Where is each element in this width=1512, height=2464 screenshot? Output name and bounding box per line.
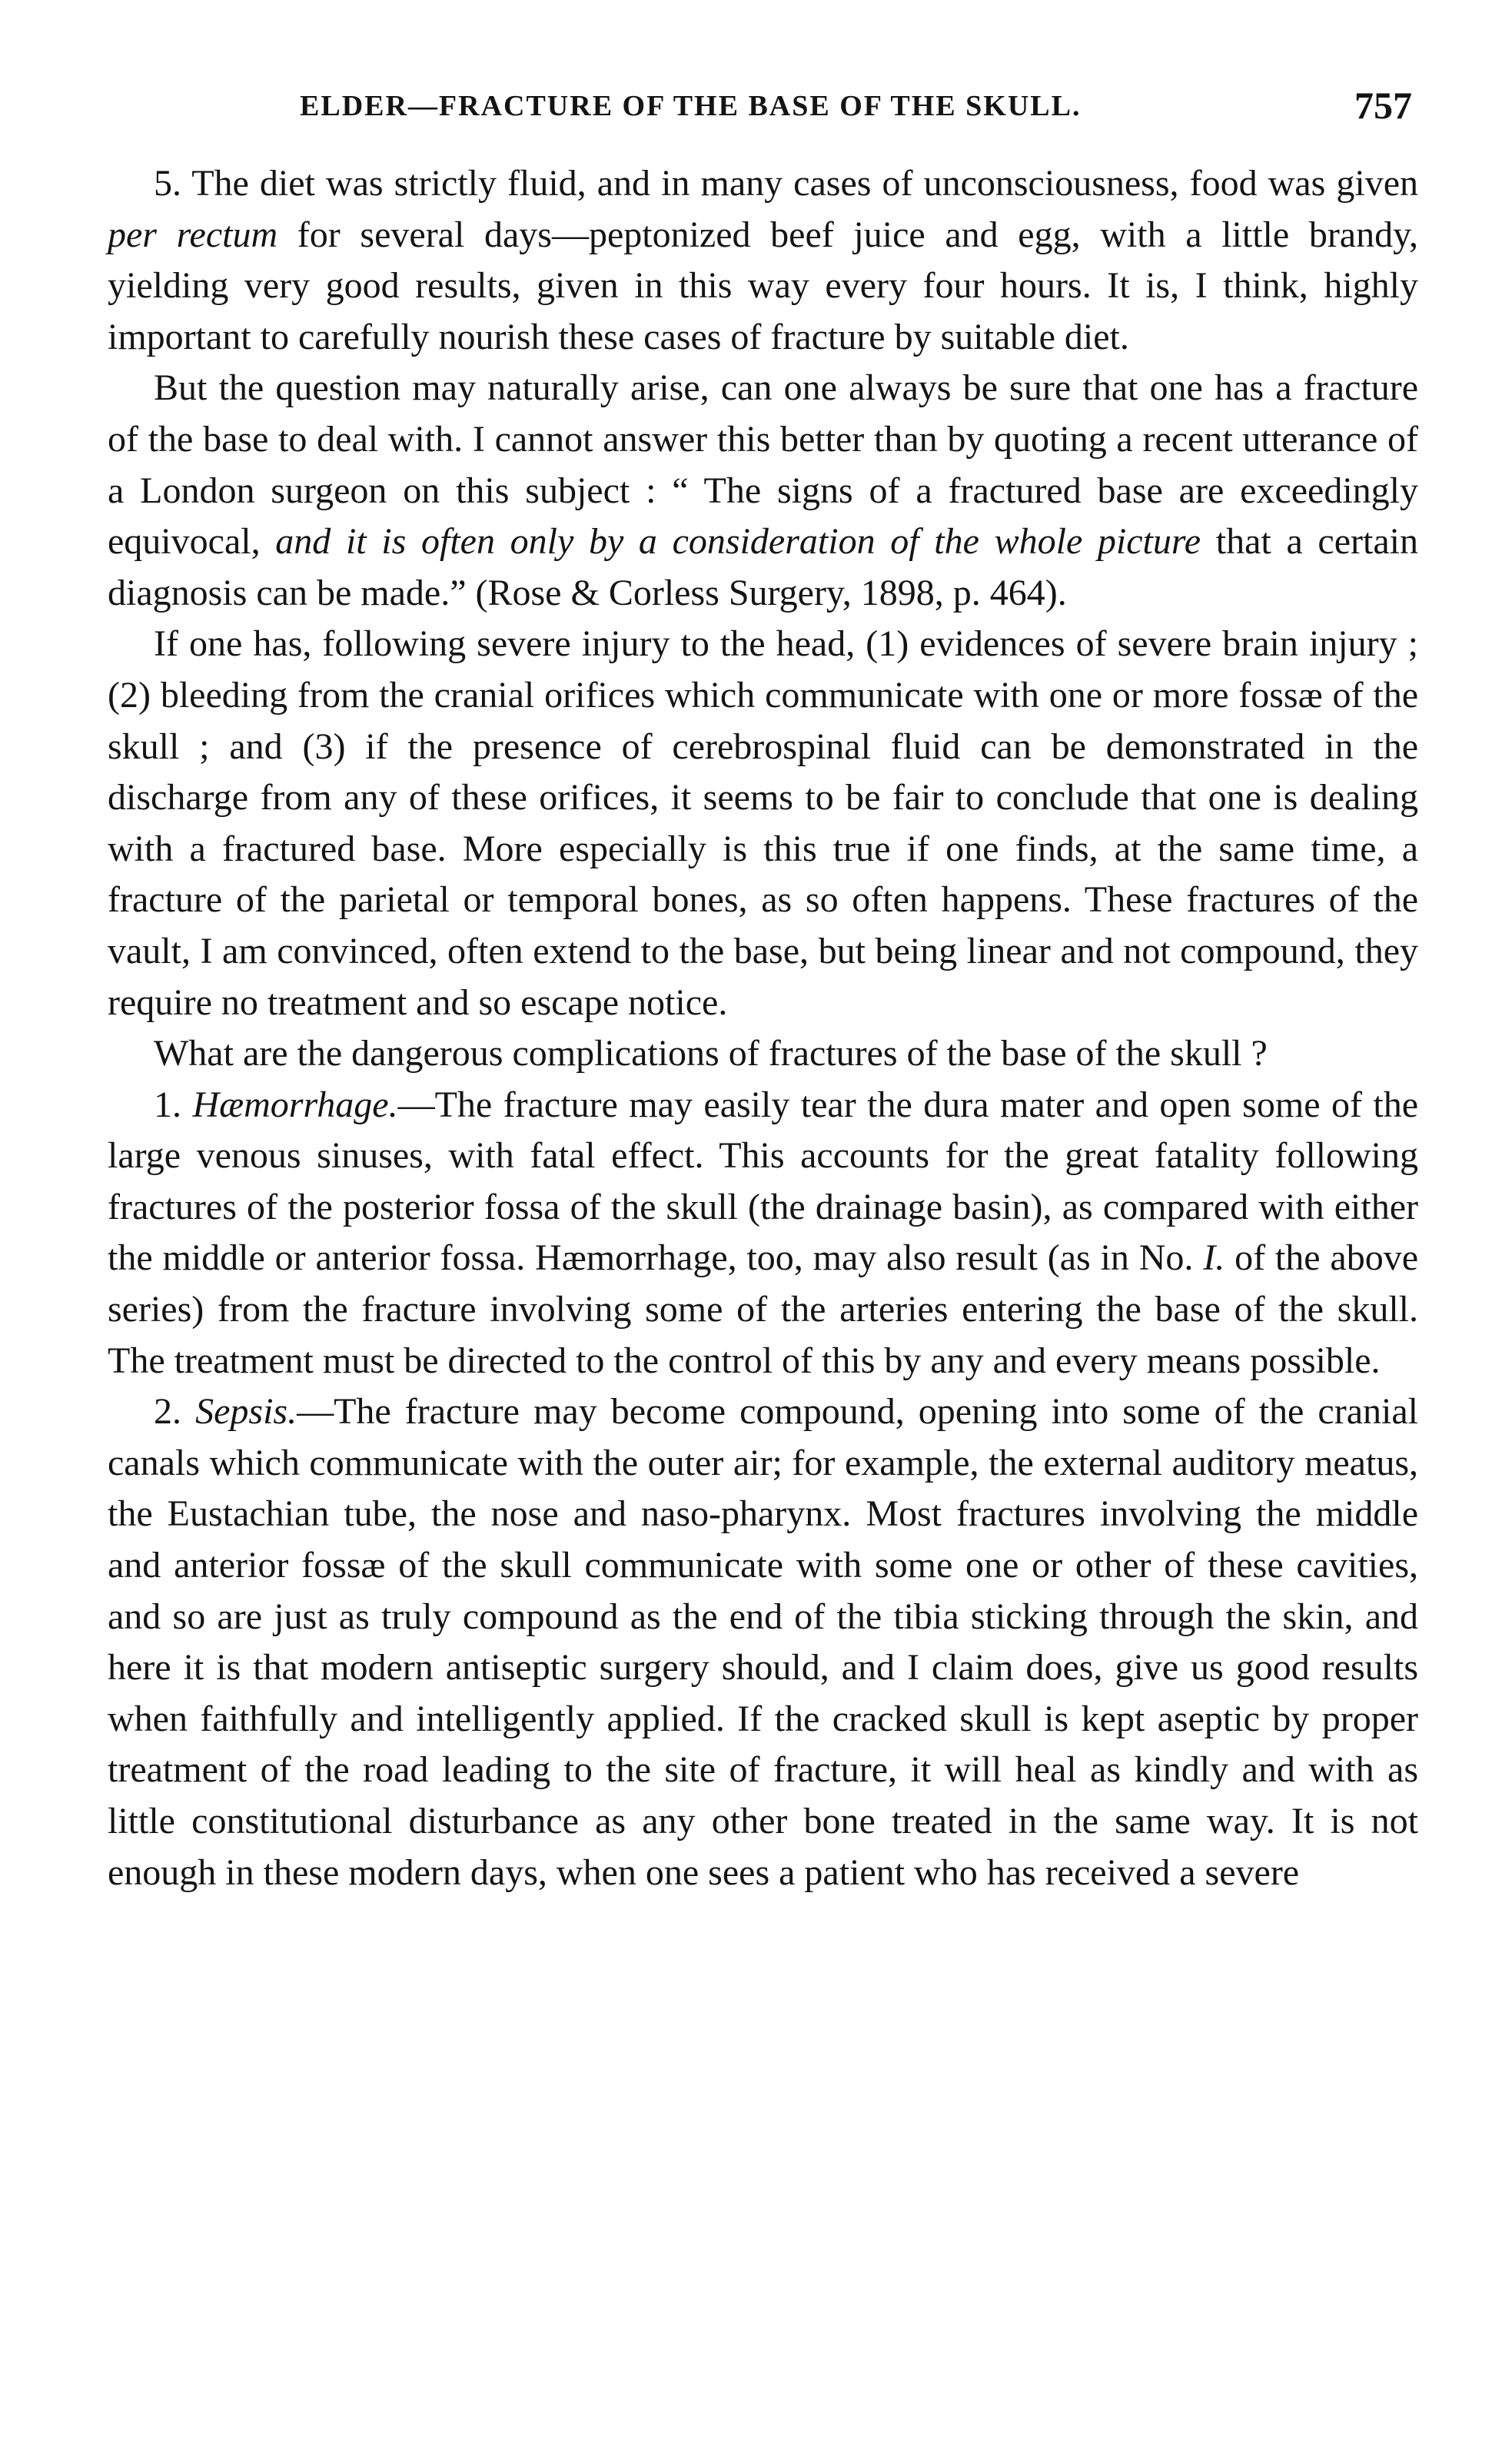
paragraph-text: But the question may naturally arise, can one always be sure that one has a fracture of the base to deal with. I cannot answer this better than by quoting a recent utterance of a London surgeon on this subject : “ The signs of a fractured base are exceedingly equivocal, xyxy=(108,367,1418,563)
italic-phrase: and it is often only by a consideration of the whole picture xyxy=(275,521,1201,563)
page-number: 757 xyxy=(1354,84,1412,127)
paragraph-signs xyxy=(108,619,1418,1028)
paragraph-text: If one has, following severe injury to the head, (1) evidences of severe brain injury ; (2) bleeding from the cranial orifices which communicate with one or more fossæ of the skull ; and (3) if the presence of cerebrospinal fluid can be demonstrated in the discharge from any of these orifices, it seems to be fair to conclude that one is dealing with a fractured base. More especially is this true if one finds, at the same time, a fracture of the parietal or temporal bones, as so often happens. These fractures of the vault, I am convinced, often extend to the base, but being linear and not compound, they require no treatment and so escape notice. xyxy=(108,623,1418,1023)
paragraph-text: of the above series) from the fracture involving some of the arteries entering the base of the skull. The treatment must be directed to the control of this by any and every means possible. xyxy=(108,1237,1419,1381)
italic-heading: Hæmorrhage. xyxy=(192,1084,398,1125)
paragraph-text: for several days—peptonized beef juice and egg, with a little brandy, yielding very good results, given in this way every four hours. It is, I think, highly important to carefully nourish these cases of fracture by suitable diet. xyxy=(108,214,1418,357)
running-head xyxy=(108,83,1412,137)
paragraph-text: What are the dangerous complications of fractures of the base of the skull ? xyxy=(154,1033,1268,1074)
running-title: ELDER—FRACTURE OF THE BASE OF THE SKULL. xyxy=(300,90,1082,122)
paragraph-text: —The fracture may easily tear the dura mater and open some of the large venous sinuses, with fatal effect. This accounts for the great fatality following fractures of the posterior fossa of the skull (the drainage basin), as compared with either the middle or anterior fossa. Hæmorrhage, too, may also result (as in No. xyxy=(108,1084,1419,1279)
paragraph-text: 5. The diet was strictly fluid, and in many cases of unconsciousness, food was given xyxy=(154,163,1418,204)
list-number: 1. xyxy=(154,1084,193,1125)
body-text xyxy=(108,158,1418,1898)
italic-phrase: per rectum xyxy=(108,214,278,255)
italic-heading: Sepsis. xyxy=(195,1391,297,1433)
paragraph-diet xyxy=(108,158,1418,363)
list-number: 2. xyxy=(154,1391,196,1433)
paragraph-text: —The fracture may become compound, opening into some of the cranial canals which communicate with the outer air; for example, the external auditory meatus, the Eustachian tube, the nose and naso-pharynx. Most fractures involving the middle and anterior fossæ of the skull communicate with some one or other of these cavities, and so are just as truly compound as the end of the tibia sticking through the skin, and here it is that modern antiseptic surgery should, and I claim does, give us good results when faithfully and intelligently applied. If the cracked skull is kept aseptic by proper treatment of the road leading to the site of fracture, it will heal as kindly and with as little constitutional disturbance as any other bone treated in the same way. It is not enough in these modern days, when one sees a patient who has received a severe xyxy=(108,1391,1419,1893)
paragraph-text: that a certain diagnosis can be made.” (Rose & Corless Surgery, 1898, p. 464). xyxy=(108,521,1418,613)
italic-phrase: I. xyxy=(1203,1237,1225,1279)
paragraph-haemorrhage xyxy=(108,1080,1418,1387)
paragraph-diagnosis-question xyxy=(108,363,1418,619)
paragraph-sepsis xyxy=(108,1386,1418,1898)
paragraph-complications-question xyxy=(108,1028,1418,1080)
